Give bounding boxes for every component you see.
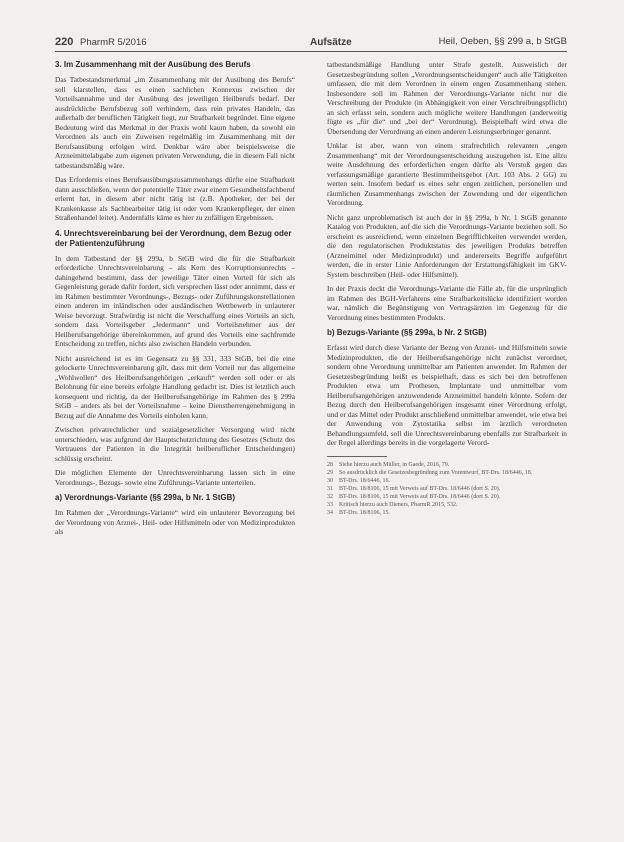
paragraph: Das Tatbestandsmerkmal „im Zusammenhang mit der Ausübung des Berufs“ soll klarstellen, dass es einen sachlichen Konnexus zwischen der Vorteilsannahme und der Ausübung des jeweiligen Heilberufs bedarf. Der ausdrückliche Berufsbezug soll verhindern, dass rein privates Handeln, das außerhalb der beruflichen Tätigkeit liegt, zur Strafbarkeit begründet. Eine eigene Bedeutung wird das Merkmal in der Praxis wohl kaum haben, da sowohl ein Verordnen als auch ein Zuweisen regelmäßig im Zusammenhang mit der Berufsausübung erfolgen wird. Denkbar wäre aber beispielsweise die Arzneimittelabgabe zum eigenen privaten Verwendung, die in diesem Fall nicht tatbestandsmäßig wäre. [55,75,295,170]
paragraph: Nicht ausreichend ist es im Gegensatz zu §§ 331, 333 StGB, bei die eine gelockerte Unrechtsvereinbarung gilt, dass mit dem Vorteil nur das allgemeine „Wohlwollen“ des Heilberufsangehörigen „erkauft“ werden soll oder er als Belohnung für eine bereits erfolgte Handlung gedacht ist. Dies ist letztlich auch konsequent und richtig, da der Heilberufsangehörige im Rahmen des § 299a StGB – anders als bei der Vorteilsnahme – keine Dienstherrengenehmigung in Bezug auf die Annahme des Vorteils einholen kann. [55,353,295,420]
paragraph: Die möglichen Elemente der Unrechtsvereinbarung lassen sich in eine Verordnungs-, Bezugs- sowie eine Zuführungs-Variante unterteilen. [55,468,295,487]
footnote: 32 BT-Drs. 18/8106, 15 mit Verweis auf BT-Drs. 18/6446 (dort S. 20). [327,493,501,500]
paragraph: Im Rahmen der „Verordnungs-Variante“ wird ein unlauterer Bevorzugung bei der Verordnung von Arznei-, Heil- oder Hilfsmitteln oder von Medizinprodukten als [55,508,295,536]
footnote: 28 Siehe hierzu auch Müller, in Gaede, 2016, 79. [327,461,450,468]
header-rule [55,51,567,52]
footnote: 30 BT-Drs. 18/6446, 16. [327,477,390,484]
header-left [55,36,147,48]
section-heading: 4. Unrechtsvereinbarung bei der Verordnung, dem Bezug oder der Patientenzuführung [55,228,292,248]
paragraph: Nicht ganz unproblematisch ist auch der in §§ 299a, b Nr. 1 StGB genannte Katalog von Produkten, auf die sich die Verordnungs-Variante beziehen soll. So erscheint es ausreichend, wenn einzelnen Begrifflichkeiten verwendet werden, die den regulatorischen Produktstatus des jeweiligen Produkts betreffen (Arzneimittel oder Medizinprodukt) und andererseits Begriffe aufgeführt werden, die in erster Linie Anforderungen der Erstattungsfähigkeit im GKV-System beschreiben (Heil- oder Hilfsmittel). [327,212,567,279]
journal-name: PharmR 5/2016 [80,37,147,48]
footnote-rule [327,456,387,457]
footnotes [327,461,567,517]
page-header [55,34,567,54]
paragraph: In dem Tatbestand der §§ 299a, b StGB wird die für die Strafbarkeit erforderliche Unrechtsvereinbarung – als Kern des Korruptionsunrechts – dahingehend bestimmt, dass der jeweilige Täter einen Vorteil für sich als Gegenleistung gerade dafür fordert, sich versprechen lässt oder annimmt, dass er im Rahmen bestimmter Verordnungs-, Bezugs- oder Zuführungskonstellationen einen anderen im inländischen oder ausländischen Wettbewerb in unlauterer Weise bevorzugt. Strafwürdig ist nicht die Verschaffung eines Vorteils an sich, sondern dass Vorteilsgeber „Jedermann“ und Vorteilsnehmer aus der Heilberufsangehörige übereinkommen, auf grund des Vorteils eine sachfremde Entscheidung zu treffen, nichts also zwischen Handeln verbunden. [55,253,295,348]
paragraph: Das Erfordernis eines Berufsausübungszusammenhangs dürfte eine Strafbarkeit dann ausschließen, wenn der potentielle Täter zwar einem Gesundheitsfachberuf erlernt hat, in diesem aber nicht tätig ist (z.B. Apotheker, der bei der Krankenkasse als Sachbearbeiter tätig ist oder vom Krankenpfleger, der einen Straßenhandel leitet). Andernfalls käme es hier zu zufälligen Ergebnissen. [55,175,295,222]
page-number: 220 [55,36,74,48]
left-column [55,60,295,542]
paragraph: tatbestandsmäßige Handlung unter Strafe gestellt. Ausweislich der Gesetzesbegründung sollen „Verordnungsentscheidungen“ auch alle Tätigkeiten umfassen, die mit dem Verordnen in einem engen Zusammenhang stehen. Insbesondere soll im Rahmen der Verordnungs-Variante nicht nur die Verschreibung der Produkte (in Abhängigkeit von einer Verschreibungspflicht) an sich erfasst sein, sondern auch mögliche weitere Handlungen (anderweitig fügte es „für die“ und „bei der“ Verordnung). Beispielhaft wird etwa die Übersendung der Verordnung an einen anderen Leistungserbringer genannt. [327,60,567,136]
paragraph: Erfasst wird durch diese Variante der Bezug von Arznei- und Hilfsmitteln sowie Medizinprodukten, die der Heilberufsangehörige nicht zunächst verordnet, sondern ohne Verordnung unmittelbar am Patienten anwendet. Im Rahmen der Gesetzesbegründung heißt es beispielhaft, dass es sich bei den betroffenen Produkten etwa um Prothesen, Implantate und unmittelbar vom Heilberufsangehörigen anzuwendende Arzneimittel handeln könnte. Sofern der Bezug durch den Heilberufsangehörigen insgesamt einer Verordnung erfolgt, und er das Mittel oder Produkt anschließend unmittelbar anwendet, wie etwa bei der Anwendung von Zytostatika selbst im ärztlich verordneten Behandlungsumfeld, soll die Unrechtsvereinbarung ebenfalls zur Strafbarkeit in der Regel allerdings bereits in die vorgelagerte Verord- [327,343,567,447]
footnote: 31 BT-Drs. 18/8106, 15 mit Verweis auf BT-Drs. 18/6446 (dort S. 20). [327,485,501,492]
footnote: 34 BT-Drs. 18/8106, 15. [327,509,390,516]
section-title: Aufsätze [310,37,352,48]
paragraph: Zwischen privatrechtlicher und sozialgesetzlicher Versorgung wird nicht unterschieden, was aufgrund der Hauptschutzrichtung des Gesetzes (Schutz des Vertrauens der Patienten in die Integrität heilberuflicher Entscheidungen) schlüssig erscheint. [55,425,295,463]
running-title: Heil, Oeben, §§ 299 a, b StGB [438,36,567,47]
section-heading: a) Verordnungs-Variante (§§ 299a, b Nr. 1 StGB) [55,493,236,502]
section-heading: 3. Im Zusammenhang mit der Ausübung des Berufs [55,60,251,69]
footnote: 33 Kritisch hierzu auch Dieners, PharmR 2015, 532. [327,501,458,508]
paragraph: In der Praxis deckt die Verordnungs-Variante die Fälle ab, für die ursprünglich im Rahmen des BGH-Verfahrens eine Strafbarkeitslücke identifiziert worden war, nämlich die Begünstigung von Vertragsärzten im Gegenzug für die Verordnung eines bestimmten Produkts. [327,284,567,322]
paragraph: Unklar ist aber, wann von einem strafrechtlich relevanten „engen Zusammenhang“ mit der Verordnungsentscheidung auszugehen ist. Eine allzu weite Ausdehnung des erforderlichen engen dürfte als Verstoß gegen das verfassungsmäßige garantierte Bestimmtheitsgebot (Art. 103 Abs. 2 GG) zu werten sein. Insofern bedarf es eines sehr engen zeitlichen, personellen und räumlichen Zusammenhangs zwischen der Zuwendung und der eigentlichen Verordnung. [327,141,567,207]
right-column [327,60,567,517]
footnote: 29 So ausdrücklich die Gesetzesbegründung zum Vorentwurf, BT-Drs. 18/6446, 18. [327,469,533,476]
section-heading: b) Bezugs-Variante (§§ 299a, b Nr. 2 StGB) [327,328,487,337]
